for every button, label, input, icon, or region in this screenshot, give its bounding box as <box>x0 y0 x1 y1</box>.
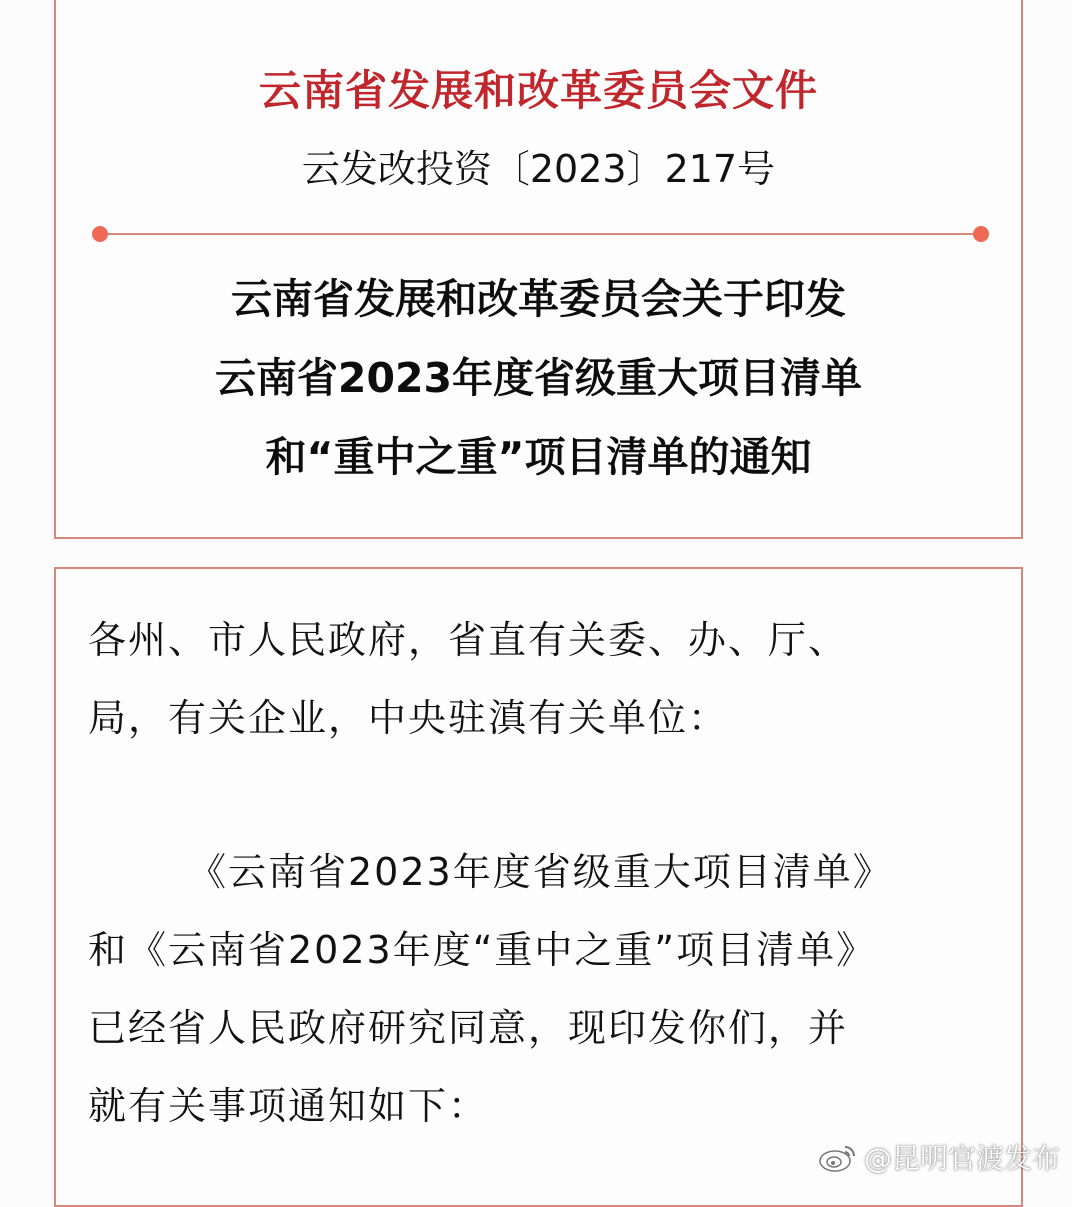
notice-title-line: 和“重中之重”项目清单的通知 <box>265 433 812 481</box>
paragraph-line: 就有关事项通知如下： <box>88 1084 489 1128</box>
notice-title <box>56 260 1021 497</box>
header-divider <box>96 233 985 235</box>
notice-title-line: 云南省2023年度省级重大项目清单 <box>214 354 863 402</box>
document-body-box <box>54 567 1023 1207</box>
paragraph-line: 已经省人民政府研究同意，现印发你们，并 <box>88 1006 849 1050</box>
document-number: 云发改投资〔2023〕217号 <box>301 147 776 191</box>
salutation-line: 各州、市人民政府，省直有关委、办、厅、 <box>88 618 849 662</box>
paragraph-line: 《云南省2023年度省级重大项目清单》 <box>188 850 893 894</box>
salutation-line: 局，有关企业，中央驻滇有关单位： <box>88 696 729 740</box>
divider-dot-left <box>92 226 108 242</box>
body-paragraph <box>88 833 993 1145</box>
divider-dot-right <box>973 226 989 242</box>
document-header-box <box>54 0 1023 539</box>
notice-title-line: 云南省发展和改革委员会关于印发 <box>231 275 846 323</box>
weibo-watermark <box>818 1137 1060 1177</box>
weibo-icon <box>818 1141 858 1173</box>
paragraph-line: 和《云南省2023年度“重中之重”项目清单》 <box>88 928 877 972</box>
issuing-org-title: 云南省发展和改革委员会文件 <box>258 66 818 115</box>
salutation <box>88 601 993 757</box>
watermark-text: @昆明官渡发布 <box>863 1142 1060 1175</box>
